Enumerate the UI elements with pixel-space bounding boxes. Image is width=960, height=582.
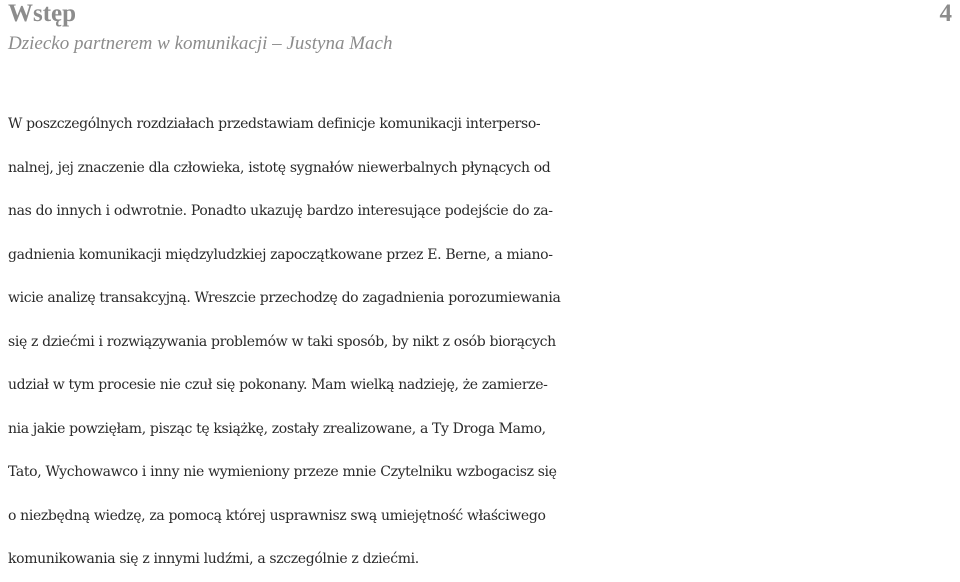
running-subtitle: Dziecko partnerem w komunikacji – Justyna Mach: [8, 33, 393, 54]
page-number: 4: [939, 0, 952, 27]
text-line: się z dziećmi i rozwiązywania problemów w taki sposób, by nikt z osób biorących: [8, 333, 556, 350]
text-line: udział w tym procesie nie czuł się pokonany. Mam wielką nadzieję, że zamierze-: [8, 377, 548, 393]
text-line: wicie analizę transakcyjną. Wreszcie przechodzę do zagadnienia porozumiewania: [8, 290, 561, 306]
body-paragraph: [8, 103, 958, 582]
text-line: nas do innych i odwrotnie. Ponadto ukazuję bardzo interesujące podejście do za-: [8, 203, 553, 219]
text-line: W poszczególnych rozdziałach przedstawiam definicje komunikacji interperso-: [8, 116, 541, 132]
chapter-title: Wstęp: [8, 0, 77, 27]
text-line: nia jakie powzięłam, pisząc tę książkę, zostały zrealizowane, a Ty Droga Mamo,: [8, 420, 546, 437]
text-line: Tato, Wychowawco i inny nie wymieniony przeze mnie Czytelniku wzbogacisz się: [8, 464, 557, 480]
text-line: gadnienia komunikacji międzyludzkiej zapoczątkowane przez E. Berne, a miano-: [8, 246, 553, 263]
page-header: [8, 0, 952, 60]
text-line: komunikowania się z innymi ludźmi, a szczególnie z dziećmi.: [8, 551, 419, 567]
text-line: o niezbędną wiedzę, za pomocą której usprawnisz swą umiejętność właściwego: [8, 507, 546, 524]
text-line: nalnej, jej znaczenie dla człowieka, istotę sygnałów niewerbalnych płynących od: [8, 159, 551, 176]
